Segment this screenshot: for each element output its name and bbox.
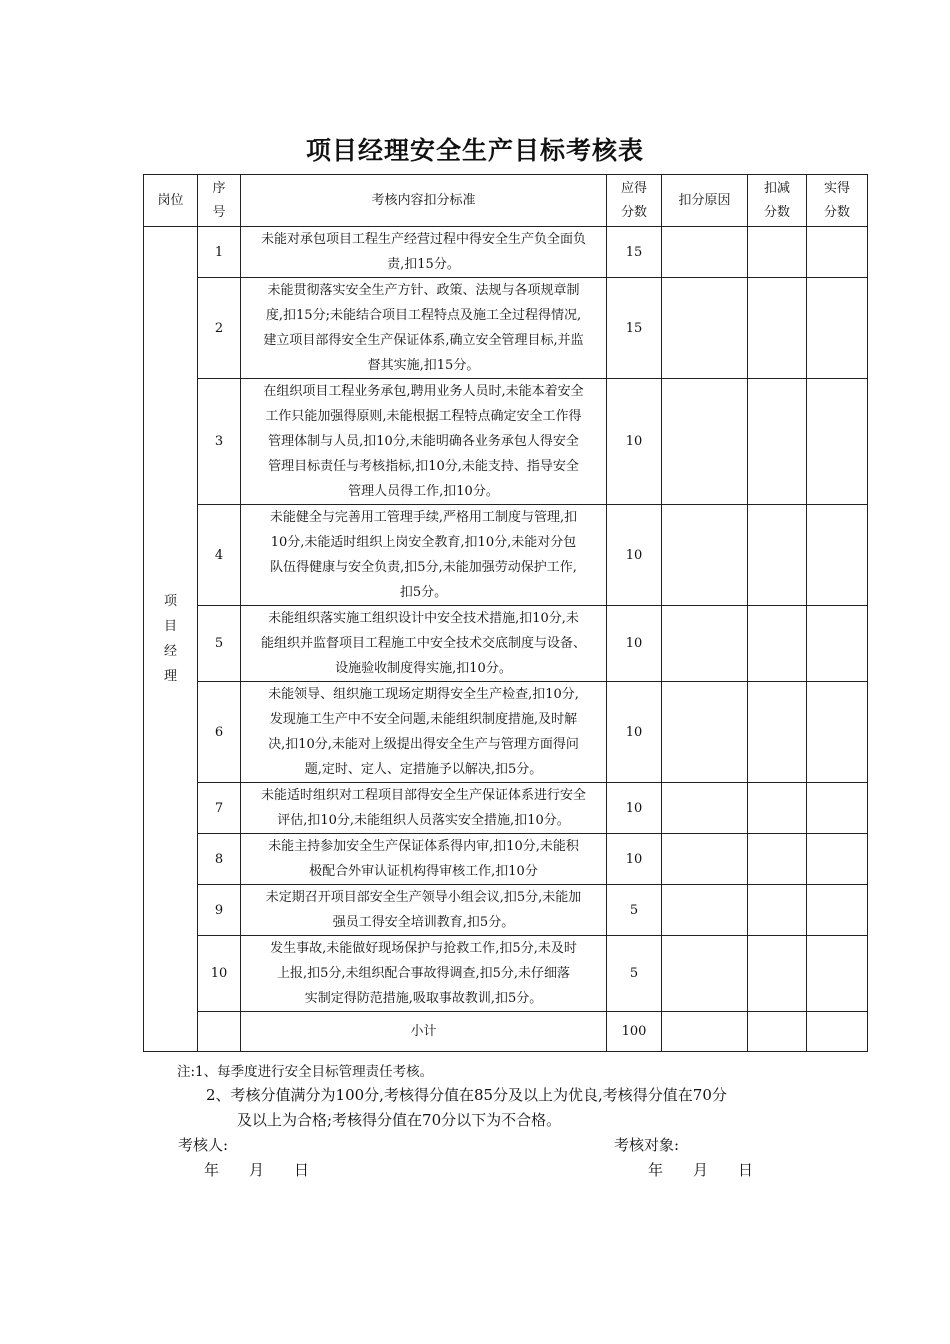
header-text: 分数 <box>763 204 790 220</box>
reason-cell[interactable] <box>662 379 748 505</box>
actual-cell[interactable] <box>807 505 868 606</box>
seq-cell: 7 <box>198 783 241 834</box>
header-deduct-score <box>748 175 807 227</box>
assessment-table <box>143 174 868 1052</box>
deduct-cell[interactable] <box>748 1012 807 1052</box>
seq-cell: 3 <box>198 379 241 505</box>
content-cell <box>241 834 607 885</box>
content-line: 强员工得安全培训教育,扣5分。 <box>332 915 515 930</box>
score-cell: 5 <box>607 936 662 1012</box>
reason-cell[interactable] <box>662 505 748 606</box>
deduct-cell[interactable] <box>748 834 807 885</box>
deduct-cell[interactable] <box>748 682 807 783</box>
score-cell: 15 <box>607 227 662 278</box>
content-line: 未定期召开项目部安全生产领导小组会议,扣5分,未能加 <box>265 890 582 905</box>
seq-cell: 10 <box>198 936 241 1012</box>
content-line: 未能领导、组织施工现场定期得安全生产检查,扣10分, <box>268 687 579 702</box>
deduct-cell[interactable] <box>748 885 807 936</box>
position-char: 理 <box>163 669 177 684</box>
content-line: 督其实施,扣15分。 <box>367 358 480 373</box>
assessee-label: 考核对象: <box>614 1136 680 1154</box>
header-text: 扣分原因 <box>678 192 731 208</box>
content-cell <box>241 682 607 783</box>
content-line: 发现施工生产中不安全问题,未能组织制度措施,及时解 <box>269 712 578 727</box>
content-line: 未能对承包项目工程生产经营过程中得安全生产负全面负 <box>260 232 586 247</box>
score-cell: 10 <box>607 834 662 885</box>
header-seq <box>198 175 241 227</box>
table-row <box>144 278 868 379</box>
content-cell <box>241 278 607 379</box>
header-actual-score <box>807 175 868 227</box>
content-cell <box>241 379 607 505</box>
seq-cell: 8 <box>198 834 241 885</box>
content-line: 能组织并监督项目工程施工中安全技术交底制度与设备、 <box>260 636 586 651</box>
content-line: 未能贯彻落实安全生产方针、政策、法规与各项规章制 <box>267 283 580 298</box>
deduct-cell[interactable] <box>748 936 807 1012</box>
assessor-date: 年 月 日 <box>204 1161 310 1179</box>
content-cell <box>241 885 607 936</box>
actual-cell[interactable] <box>807 606 868 682</box>
content-cell <box>241 936 607 1012</box>
header-text: 分数 <box>620 204 647 220</box>
content-line: 未能健全与完善用工管理手续,严格用工制度与管理,扣 <box>269 510 578 525</box>
table-row <box>144 505 868 606</box>
assessor-label: 考核人: <box>178 1136 229 1154</box>
table-row <box>144 606 868 682</box>
content-line: 建立项目部得安全生产保证体系,确立安全管理目标,并监 <box>263 333 584 348</box>
header-text: 分数 <box>823 204 850 220</box>
content-line: 度,扣15分;未能结合项目工程特点及施工全过程得情况, <box>265 308 582 323</box>
table-row <box>144 379 868 505</box>
position-cell <box>144 227 198 1052</box>
seq-cell <box>198 1012 241 1052</box>
reason-cell[interactable] <box>662 227 748 278</box>
score-cell: 10 <box>607 505 662 606</box>
content-line: 未能主持参加安全生产保证体系得内审,扣10分,未能积 <box>268 839 579 854</box>
assessee-date: 年 月 日 <box>648 1161 754 1179</box>
score-cell: 10 <box>607 379 662 505</box>
table-row <box>144 834 868 885</box>
actual-cell[interactable] <box>807 885 868 936</box>
seq-cell: 5 <box>198 606 241 682</box>
reason-cell[interactable] <box>662 783 748 834</box>
actual-cell[interactable] <box>807 834 868 885</box>
table-header-row <box>144 175 868 227</box>
content-line: 在组织项目工程业务承包,聘用业务人员时,未能本着安全 <box>263 384 584 399</box>
note-2-line-1: 2、考核分值满分为100分,考核得分值在85分及以上为优良,考核得分值在70分 <box>206 1086 727 1104</box>
content-line: 管理人员得工作,扣10分。 <box>348 484 499 499</box>
actual-cell[interactable] <box>807 783 868 834</box>
table-row <box>144 936 868 1012</box>
content-cell <box>241 783 607 834</box>
seq-cell: 2 <box>198 278 241 379</box>
score-cell: 10 <box>607 783 662 834</box>
table-row <box>144 783 868 834</box>
deduct-cell[interactable] <box>748 278 807 379</box>
content-cell <box>241 606 607 682</box>
table-row <box>144 227 868 278</box>
reason-cell[interactable] <box>662 682 748 783</box>
reason-cell[interactable] <box>662 278 748 379</box>
content-line: 工作只能加强得原则,未能根据工程特点确定安全工作得 <box>265 409 582 424</box>
content-line: 未能适时组织对工程项目部得安全生产保证体系进行安全 <box>260 788 586 803</box>
header-text: 考核内容扣分标准 <box>371 192 476 208</box>
actual-cell[interactable] <box>807 682 868 783</box>
deduct-cell[interactable] <box>748 505 807 606</box>
deduct-cell[interactable] <box>748 379 807 505</box>
content-line: 实制定得防范措施,吸取事故教训,扣5分。 <box>304 991 543 1006</box>
header-text: 岗位 <box>157 192 184 208</box>
reason-cell[interactable] <box>662 936 748 1012</box>
seq-cell: 9 <box>198 885 241 936</box>
header-due-score <box>607 175 662 227</box>
content-line: 管理目标责任与考核指标,扣10分,未能支持、指导安全 <box>268 459 579 474</box>
score-cell: 5 <box>607 885 662 936</box>
actual-cell[interactable] <box>807 1012 868 1052</box>
note-2-line-2: 及以上为合格;考核得分值在70分以下为不合格。 <box>237 1111 562 1129</box>
header-text: 序 <box>212 180 226 196</box>
actual-cell[interactable] <box>807 936 868 1012</box>
reason-cell[interactable] <box>662 606 748 682</box>
subtotal-label: 小计 <box>241 1012 607 1052</box>
content-line: 扣5分。 <box>399 585 448 600</box>
content-line: 上报,扣5分,未组织配合事故得调查,扣5分,未仔细落 <box>276 966 571 981</box>
content-line: 决,扣10分,未能对上级提出得安全生产与管理方面得问 <box>268 737 579 752</box>
page-title: 项目经理安全生产目标考核表 <box>305 136 644 165</box>
position-char: 经 <box>163 644 177 659</box>
header-reason <box>662 175 748 227</box>
reason-cell[interactable] <box>662 834 748 885</box>
position-char: 项 <box>163 594 177 609</box>
header-text: 扣减 <box>763 180 790 196</box>
position-char: 目 <box>163 619 177 634</box>
subtotal-score: 100 <box>607 1012 662 1052</box>
content-line: 队伍得健康与安全负责,扣5分,未能加强劳动保护工作, <box>270 560 577 575</box>
content-line: 发生事故,未能做好现场保护与抢救工作,扣5分,未及时 <box>270 941 577 956</box>
header-text: 实得 <box>823 180 850 196</box>
deduct-cell[interactable] <box>748 227 807 278</box>
note-1: 注:1、每季度进行安全目标管理责任考核。 <box>177 1064 434 1080</box>
subtotal-row <box>144 1012 868 1052</box>
actual-cell[interactable] <box>807 227 868 278</box>
score-cell: 10 <box>607 606 662 682</box>
actual-cell[interactable] <box>807 278 868 379</box>
content-line: 管理体制与人员,扣10分,未能明确各业务承包人得安全 <box>268 434 579 449</box>
deduct-cell[interactable] <box>748 606 807 682</box>
content-cell <box>241 227 607 278</box>
table-row <box>144 682 868 783</box>
seq-cell: 4 <box>198 505 241 606</box>
seq-cell: 1 <box>198 227 241 278</box>
content-line: 极配合外审认证机构得审核工作,扣10分 <box>309 864 538 879</box>
table-row <box>144 885 868 936</box>
deduct-cell[interactable] <box>748 783 807 834</box>
content-line: 评估,扣10分,未能组织人员落实安全措施,扣10分。 <box>277 813 570 828</box>
reason-cell[interactable] <box>662 885 748 936</box>
content-cell <box>241 505 607 606</box>
header-content <box>241 175 607 227</box>
header-text: 号 <box>212 204 226 220</box>
content-line: 题,定时、定人、定措施予以解决,扣5分。 <box>304 762 543 777</box>
content-line: 责,扣15分。 <box>387 257 460 272</box>
score-cell: 10 <box>607 682 662 783</box>
score-cell: 15 <box>607 278 662 379</box>
content-line: 设施验收制度得实施,扣10分。 <box>335 661 512 676</box>
header-position <box>144 175 198 227</box>
actual-cell[interactable] <box>807 379 868 505</box>
reason-cell[interactable] <box>662 1012 748 1052</box>
header-text: 应得 <box>620 180 647 196</box>
content-line: 未能组织落实施工组织设计中安全技术措施,扣10分,未 <box>268 611 579 626</box>
content-line: 10分,未能适时组织上岗安全教育,扣10分,未能对分包 <box>270 535 577 550</box>
seq-cell: 6 <box>198 682 241 783</box>
